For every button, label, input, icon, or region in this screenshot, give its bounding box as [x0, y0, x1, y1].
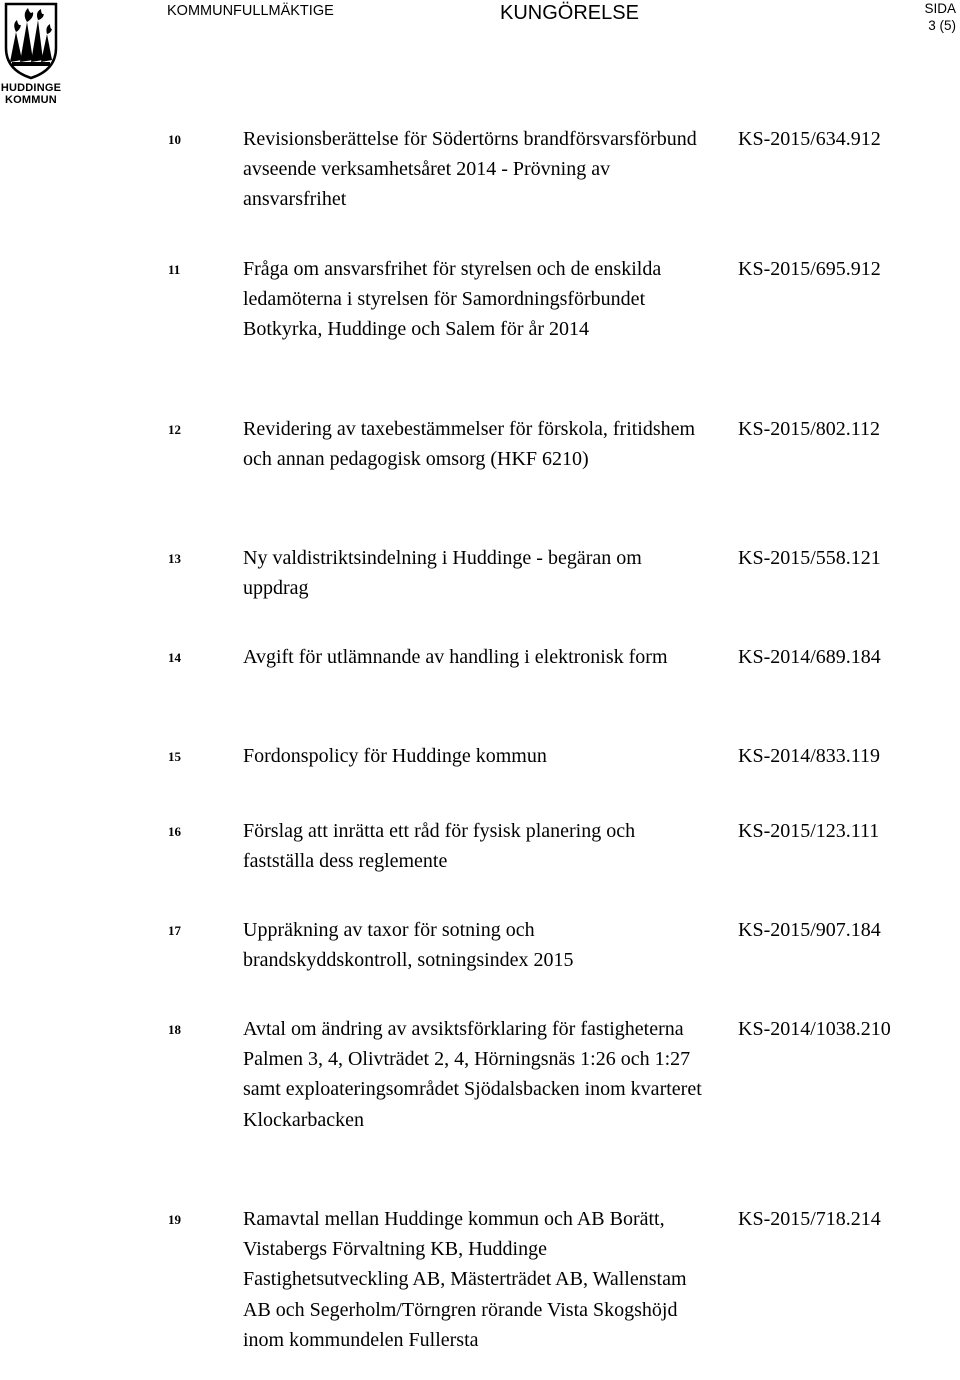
organ-name: KOMMUNFULLMÄKTIGE — [167, 3, 334, 19]
item-title: Uppräkning av taxor för sotning och brandskyddskontroll, sotningsindex 2015 — [243, 919, 574, 972]
document-type: KUNGÖRELSE — [500, 2, 639, 24]
page-label: SIDA — [924, 1, 956, 16]
item-number: 17 — [168, 923, 181, 938]
item-reference: KS-2015/907.184 — [738, 919, 881, 941]
item-reference: KS-2015/802.112 — [738, 418, 881, 440]
item-reference: KS-2015/634.912 — [738, 128, 881, 150]
item-reference: KS-2015/718.214 — [738, 1208, 881, 1230]
item-reference: KS-2015/558.121 — [738, 547, 881, 569]
item-number: 16 — [168, 824, 181, 839]
item-number: 12 — [168, 422, 181, 437]
item-title: Avtal om ändring av avsiktsförklaring för fastigheterna Palmen 3, 4, Olivträdet 2, 4, Hörningsnäs 1:26 och 1:27 samt exploateringsområdet Sjödalsbacken inom kvarteret Klockarbacken — [243, 1018, 702, 1131]
item-title: Avgift för utlämnande av handling i elektronisk form — [243, 646, 668, 668]
page-number: 3 (5) — [928, 18, 956, 33]
item-title: Ny valdistriktsindelning i Huddinge - begäran om uppdrag — [243, 547, 642, 600]
item-reference: KS-2014/833.119 — [738, 745, 881, 767]
item-reference: KS-2015/123.111 — [738, 820, 880, 842]
item-reference: KS-2015/695.912 — [738, 258, 881, 280]
item-number: 10 — [168, 132, 181, 147]
item-number: 11 — [168, 262, 181, 277]
item-number: 14 — [168, 650, 181, 665]
huddinge-logo — [0, 0, 62, 108]
item-title: Revisionsberättelse för Södertörns brandförsvarsförbund avseende verksamhetsåret 2014 - Prövning av ansvarsfrihet — [243, 128, 697, 211]
document-header — [0, 0, 960, 110]
item-number: 18 — [168, 1022, 181, 1037]
item-title: Fordonspolicy för Huddinge kommun — [243, 745, 547, 767]
item-title: Förslag att inrätta ett råd för fysisk planering och fastställa dess reglemente — [243, 820, 636, 873]
item-title: Revidering av taxebestämmelser för förskola, fritidshem och annan pedagogisk omsorg (HKF 6210) — [243, 418, 696, 471]
item-reference: KS-2014/689.184 — [738, 646, 881, 668]
item-number: 19 — [168, 1212, 181, 1227]
item-number: 15 — [168, 749, 181, 764]
item-reference: KS-2014/1038.210 — [738, 1018, 891, 1040]
item-number: 13 — [168, 551, 181, 566]
logo-line-1: HUDDINGE — [0, 82, 62, 94]
coat-of-arms-icon — [0, 0, 62, 80]
item-title: Fråga om ansvarsfrihet för styrelsen och de enskilda ledamöterna i styrelsen för Samordningsförbundet Botkyrka, Huddinge och Salem för år 2014 — [243, 258, 662, 341]
item-title: Ramavtal mellan Huddinge kommun och AB Borätt, Vistabergs Förvaltning KB, Huddinge Fastighetsutveckling AB, Mästerträdet AB, Wallenstam AB och Segerholm/Törngren rörande Vista Skogshöjd inom kommundelen Fullersta — [243, 1208, 687, 1351]
logo-line-2: KOMMUN — [5, 94, 57, 106]
